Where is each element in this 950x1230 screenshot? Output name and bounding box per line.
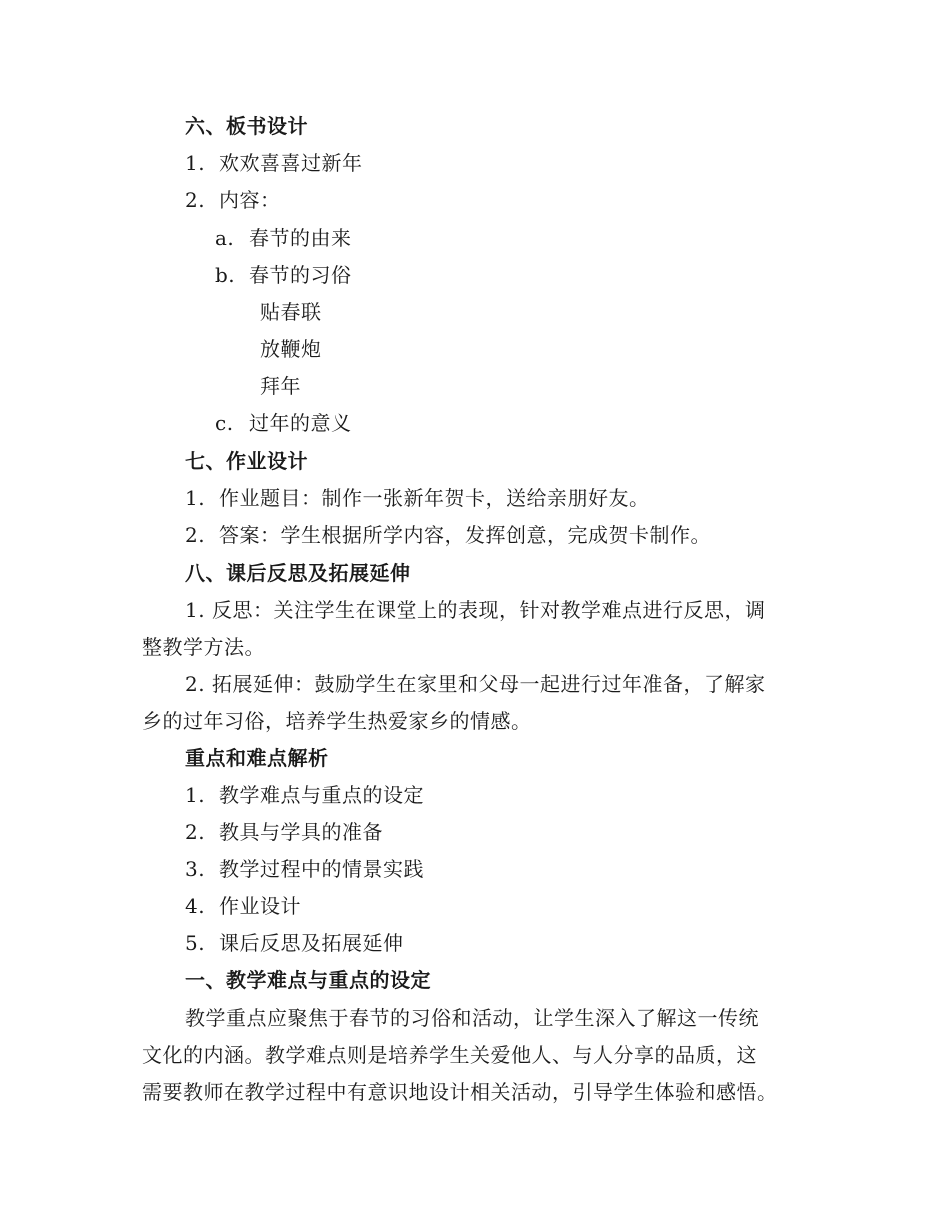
item-text: 作业题目：制作一张新年贺卡，送给亲朋好友。 (219, 486, 650, 510)
section6-item-2 (185, 187, 281, 213)
section6-sub-b (215, 262, 352, 288)
analysis-item (185, 782, 424, 808)
section7-item-2 (185, 522, 711, 548)
section1-para-line: 文化的内涵。教学难点则是培养学生关爱他人、与人分享的品质，这 (142, 1043, 757, 1067)
section8-para1-line1: 1. 反思：关注学生在课堂上的表现，针对教学难点进行反思，调 (185, 598, 766, 622)
sub-letter: b. (215, 263, 236, 287)
analysis-item (185, 893, 301, 919)
item-text: 教学过程中的情景实践 (219, 857, 424, 881)
section8-heading: 八、课后反思及拓展延伸 (185, 561, 411, 585)
sub-letter: a. (215, 226, 235, 250)
item-text: 教具与学具的准备 (219, 820, 383, 844)
custom-item: 放鞭炮 (260, 337, 322, 361)
item-text: 欢欢喜喜过新年 (219, 151, 363, 175)
section8-para2-line1: 2. 拓展延伸：鼓励学生在家里和父母一起进行过年准备，了解家 (185, 672, 766, 696)
section8-para2-line2: 乡的过年习俗，培养学生热爱家乡的情感。 (142, 709, 532, 733)
section1-heading: 一、教学难点与重点的设定 (185, 968, 431, 992)
item-number: 2. (185, 820, 206, 844)
section6-sub-a (215, 225, 352, 251)
section6-sub-c (215, 410, 352, 436)
item-text: 教学难点与重点的设定 (219, 783, 424, 807)
sub-text: 过年的意义 (249, 411, 352, 435)
section1-para-line: 教学重点应聚焦于春节的习俗和活动，让学生深入了解这一传统 (185, 1006, 759, 1030)
section6-heading: 六、板书设计 (185, 114, 308, 138)
section7-heading: 七、作业设计 (185, 449, 308, 473)
item-number: 3. (185, 857, 206, 881)
item-number: 1. (185, 486, 206, 510)
section8-para1-line2: 整教学方法。 (142, 635, 265, 659)
section7-item-1 (185, 485, 650, 511)
section6-item-1 (185, 150, 363, 176)
custom-item: 贴春联 (260, 300, 322, 324)
analysis-heading: 重点和难点解析 (185, 746, 329, 770)
item-text: 作业设计 (219, 894, 301, 918)
item-number: 2. (185, 523, 206, 547)
analysis-item (185, 930, 404, 956)
item-text: 课后反思及拓展延伸 (219, 931, 404, 955)
sub-text: 春节的习俗 (249, 263, 352, 287)
item-number: 1. (185, 151, 206, 175)
item-text: 答案：学生根据所学内容，发挥创意，完成贺卡制作。 (219, 523, 711, 547)
item-number: 5. (185, 931, 206, 955)
sub-letter: c. (215, 411, 234, 435)
analysis-item (185, 819, 383, 845)
analysis-item (185, 856, 424, 882)
item-number: 2. (185, 188, 206, 212)
section1-para-line: 需要教师在教学过程中有意识地设计相关活动，引导学生体验和感悟。 (142, 1080, 778, 1104)
custom-item: 拜年 (260, 374, 301, 398)
item-number: 1. (185, 783, 206, 807)
sub-text: 春节的由来 (249, 226, 352, 250)
item-text: 内容： (219, 188, 281, 212)
item-number: 4. (185, 894, 206, 918)
